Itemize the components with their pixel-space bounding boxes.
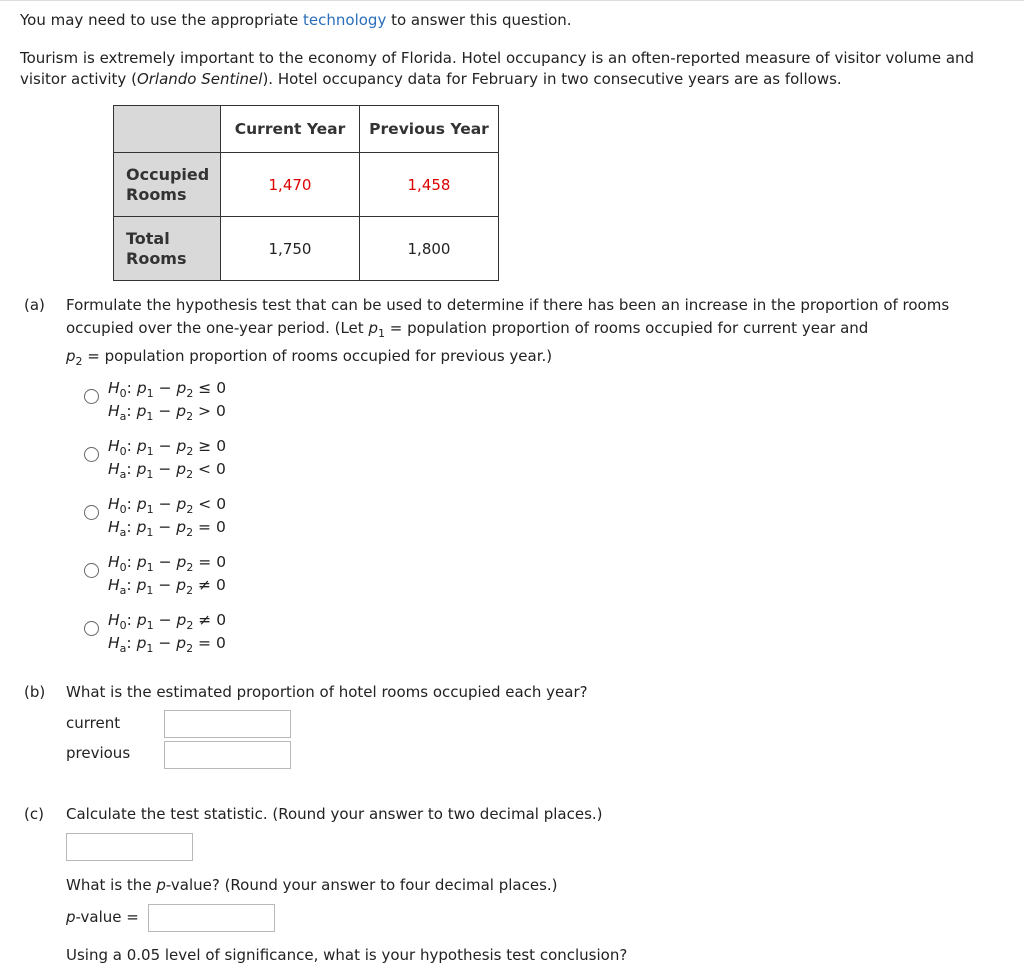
table-row-total [114, 217, 499, 281]
current-label: current [66, 714, 121, 732]
source-name: Orlando Sentinel [136, 70, 263, 88]
radio-button[interactable] [84, 389, 99, 404]
pvalue-question: What is the p-value? (Round your answer to four decimal places.) [66, 876, 558, 894]
radio-button[interactable] [84, 621, 99, 636]
cell-occupied-previous: 1,458 [360, 153, 499, 217]
row-header-occupied: Occupied Rooms [114, 153, 221, 217]
part-c-label: (c) [24, 805, 44, 823]
part-a-question [24, 294, 1006, 373]
cell-total-previous: 1,800 [360, 217, 499, 281]
alternative-hypothesis: $H_a$: $p_1 - p_2 = 0$ [108, 518, 226, 540]
part-c-text: Calculate the test statistic. (Round your answer to two decimal places.) [66, 805, 603, 823]
null-hypothesis: $H_0$: $p_1 - p_2 \le 0$ [108, 379, 227, 401]
conclusion-question: Using a 0.05 level of significance, what is your hypothesis test conclusion? [66, 946, 628, 964]
technology-link[interactable]: technology [303, 11, 387, 29]
alternative-hypothesis: $H_a$: $p_1 - p_2 < 0$ [108, 460, 226, 482]
problem-statement: Tourism is extremely important to the economy of Florida. Hotel occupancy is an often-reported measure of visitor volume and visitor activity (Orlando Sentinel). Hotel occupancy data for February in two consecutive years are as follows. [20, 49, 975, 88]
column-header-current: Current Year [221, 106, 360, 153]
part-b-question [24, 681, 1006, 704]
null-hypothesis: $H_0$: $p_1 - p_2 \ge 0$ [108, 437, 227, 459]
cell-total-current: 1,750 [221, 217, 360, 281]
current-proportion-input[interactable] [164, 710, 291, 738]
row-header-total: Total Rooms [114, 217, 221, 281]
part-b-label: (b) [24, 683, 46, 701]
radio-button[interactable] [84, 447, 99, 462]
top-divider [0, 0, 1024, 1]
null-hypothesis: $H_0$: $p_1 - p_2 < 0$ [108, 495, 227, 517]
previous-label: previous [66, 744, 131, 762]
previous-proportion-input[interactable] [164, 741, 291, 769]
technology-note: You may need to use the appropriate technology to answer this question. [20, 11, 572, 29]
cell-occupied-current: 1,470 [221, 153, 360, 217]
alternative-hypothesis: $H_a$: $p_1 - p_2 = 0$ [108, 634, 226, 656]
null-hypothesis: $H_0$: $p_1 - p_2 = 0$ [108, 553, 227, 575]
part-a-label: (a) [24, 296, 45, 314]
part-a-text: Formulate the hypothesis test that can be used to determine if there has been an increase in the proportion of rooms occupied over the one-year period. (Let $p_1$ = population proportion of rooms occupied for current year and $p_2$ = population proportion of rooms occupied for previous year.) [66, 296, 950, 368]
test-statistic-input[interactable] [66, 833, 193, 861]
radio-button[interactable] [84, 563, 99, 578]
radio-button[interactable] [84, 505, 99, 520]
column-header-previous: Previous Year [360, 106, 499, 153]
pvalue-input[interactable] [148, 904, 275, 932]
alternative-hypothesis: $H_a$: $p_1 - p_2 > 0$ [108, 402, 226, 424]
alternative-hypothesis: $H_a$: $p_1 - p_2 \ne 0$ [108, 576, 226, 598]
table-row-occupied [114, 153, 499, 217]
table-header-row [114, 106, 499, 153]
pvalue-label: p-value = [66, 908, 139, 926]
part-b-text: What is the estimated proportion of hotel rooms occupied each year? [66, 683, 588, 701]
intro [20, 10, 1010, 107]
null-hypothesis: $H_0$: $p_1 - p_2 \ne 0$ [108, 611, 227, 633]
occupancy-table [113, 105, 499, 281]
part-c-question [24, 803, 1006, 826]
table-corner [114, 106, 221, 153]
